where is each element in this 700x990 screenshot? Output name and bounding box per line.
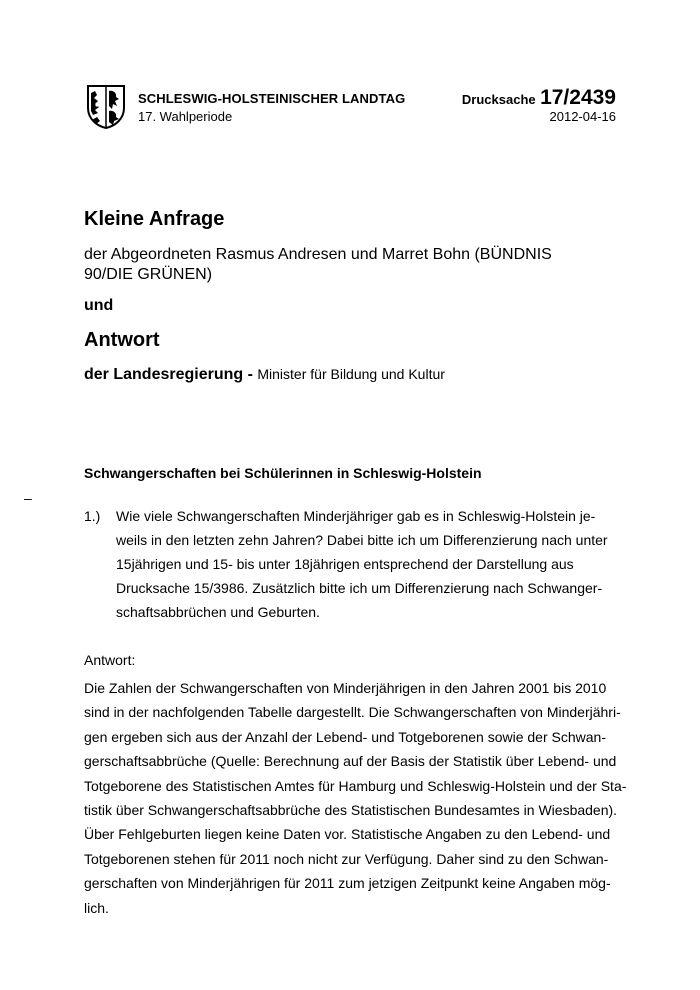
kleine-anfrage-heading: Kleine Anfrage	[84, 208, 225, 230]
landesregierung-line	[84, 366, 445, 384]
question-line: weils in den letzten zehn Jahren? Dabei bitte ich um Differenzierung nach unter	[116, 532, 608, 548]
answer-line: gerschaftsabbrüche (Quelle: Berechnung auf der Basis der Statistik über Lebend- und	[84, 753, 617, 770]
coat-of-arms-icon	[86, 84, 126, 130]
question-line: Wie viele Schwangerschaften Minderjähriger gab es in Schleswig-Holstein je-	[116, 508, 596, 524]
question-line: Drucksache 15/3986. Zusätzlich bitte ich um Differenzierung nach Schwanger-	[116, 580, 603, 596]
document-date: 2012-04-16	[549, 109, 616, 124]
margin-mark: –	[24, 490, 32, 506]
abgeordnete-line: der Abgeordneten Rasmus Andresen und Marret Bohn (BÜNDNIS	[84, 246, 552, 263]
answer-text	[84, 676, 627, 920]
antwort-heading: Antwort	[84, 329, 160, 351]
question-line: 15jährigen und 15- bis unter 18jährigen entsprechend der Darstellung aus	[116, 556, 574, 572]
answer-line: Totgeborenen stehen für 2011 noch nicht zur Verfügung. Daher sind zu den Schwan-	[84, 850, 609, 867]
answer-line: Totgeborene des Statistischen Amtes für Hamburg und Schleswig-Holstein und der Sta-	[84, 777, 627, 794]
question-text	[116, 504, 620, 624]
answer-line: gerschaften von Minderjährigen für 2011 zum jetzigen Zeitpunkt keine Angaben mög-	[84, 875, 611, 892]
answer-label: Antwort:	[84, 652, 136, 668]
ministry-name: Minister für Bildung und Kultur	[257, 366, 445, 382]
legislative-period: 17. Wahlperiode	[138, 109, 233, 124]
document-label: Drucksache	[461, 92, 536, 107]
coat-of-arms-icon-graphic	[86, 84, 126, 130]
document-number-value: 17/2439	[540, 86, 616, 109]
question-number: 1.)	[84, 508, 101, 524]
topic-heading: Schwangerschaften bei Schülerinnen in Schleswig-Holstein	[84, 465, 482, 481]
parliament-name: SCHLESWIG-HOLSTEINISCHER LANDTAG	[138, 91, 406, 106]
answer-line: gen ergeben sich aus der Anzahl der Lebend- und Totgeborenen sowie der Schwan-	[84, 728, 606, 745]
answer-line: Über Fehlgeburten liegen keine Daten vor. Statistische Angaben zu den Lebend- und	[84, 826, 611, 843]
document-number	[462, 86, 616, 110]
question-line: schaftsabbrüchen und Geburten.	[116, 604, 320, 620]
landesregierung-label: der Landesregierung -	[84, 366, 253, 383]
answer-line: tistik über Schwangerschaftsabbrüche des Statistischen Bundesamtes in Wiesbaden).	[84, 802, 618, 819]
abgeordnete-text	[84, 245, 604, 285]
und-text: und	[84, 297, 114, 314]
answer-line: Die Zahlen der Schwangerschaften von Minderjährigen in den Jahren 2001 bis 2010	[84, 680, 607, 696]
answer-line: lich.	[84, 899, 109, 916]
abgeordnete-line: 90/DIE GRÜNEN)	[84, 266, 213, 283]
answer-line: sind in der nachfolgenden Tabelle dargestellt. Die Schwangerschaften von Minderjähri-	[84, 704, 621, 721]
